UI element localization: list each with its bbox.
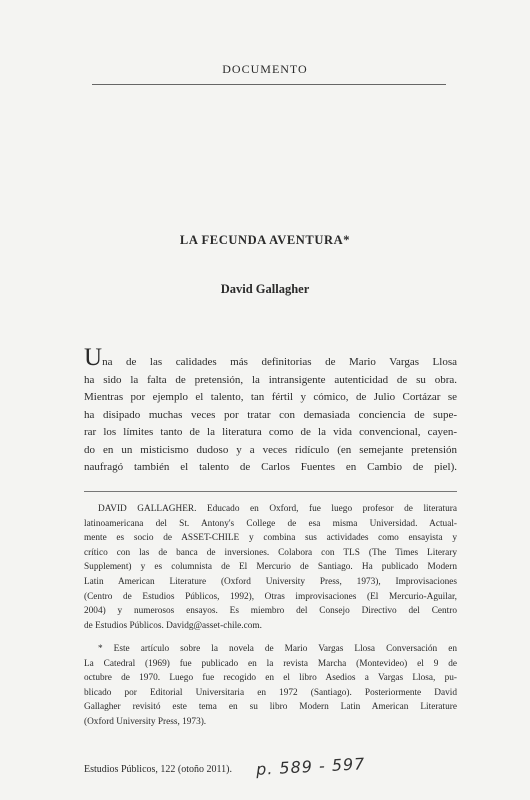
handwritten-page-range: p. 589 - 597 (255, 754, 366, 779)
footnote-line: Gallagher revisitó este tema en su libro Modern Latin American Literature (84, 702, 457, 713)
article-author: David Gallagher (220, 282, 310, 296)
footnote-line: La Catedral (1969) fue publicado en la revista Marcha (Montevideo) el 9 de (84, 658, 457, 669)
body-line: ha sido la falta de pretensión, la intransigente autenticidad de su obra. (84, 373, 457, 386)
footnote-line: Supplement) y es columnista de El Mercurio de Santiago. Ha publicado Modern (84, 562, 457, 573)
author-footnote (84, 502, 457, 633)
footnote-line: Latin American Literature (Oxford University Press, 1973), Improvisaciones (84, 576, 457, 587)
footnote-line: DAVID GALLAGHER. Educado en Oxford, fue luego profesor de literatura (98, 504, 457, 514)
footnote-line: 2004) y numerosos ensayos. Es miembro del Consejo Directivo del Centro (84, 606, 457, 617)
article-title: LA FECUNDA AVENTURA* (179, 233, 351, 247)
footnote-line: mente es socio de ASSET-CHILE y combina sus actividades como ensayista y (84, 533, 457, 544)
body-line: do en un misticismo dudoso y a veces ridículo (en semejante pretensión (84, 443, 457, 456)
journal-citation: Estudios Públicos, 122 (otoño 2011). (84, 764, 232, 775)
footnote-line: crítico con las de banca de inversiones. Colabora con TLS (The Times Literary (84, 547, 457, 558)
body-line: Una de las calidades más definitorias de Mario Vargas Llosa (84, 344, 457, 371)
footnote-line: de Estudios Públicos. Davidg@asset-chile.com. (84, 620, 262, 631)
article-body (84, 344, 457, 477)
article-footnote (84, 642, 457, 730)
body-line: ha disipado muchas veces por tratar con demasiada conciencia de supe- (84, 408, 457, 421)
body-line: Mientras por ejemplo el talento, tan fértil y cómico, de Julio Cortázar se (84, 391, 457, 403)
drop-cap: U (84, 344, 103, 371)
footnote-line: (Oxford University Press, 1973). (84, 716, 207, 727)
body-line: naufragó también el talento de Carlos Fuentes en Cambio de piel). (84, 461, 457, 473)
footnote-line: * Este artículo sobre la novela de Mario Vargas Llosa Conversación en (98, 644, 457, 654)
footnote-rule (84, 491, 457, 492)
footnote-line: (Centro de Estudios Públicos, 1992), Otras improvisaciones (El Mercurio-Aguilar, (84, 591, 457, 602)
footnote-line: latinoamericana del St. Antony's College de esa misma Universidad. Actual- (84, 518, 457, 529)
header-rule (92, 84, 446, 85)
footnote-line: blicado por Editorial Universitaria en 1972 (Santiago). Posteriormente David (84, 687, 457, 698)
footnote-line: octubre de 1970. Luego fue recogido en el libro Asedios a Vargas Llosa, pu- (84, 673, 457, 684)
section-label: DOCUMENTO (222, 62, 308, 76)
body-line: rar los límites tanto de la literatura como de la vida convencional, cayen- (84, 426, 457, 438)
